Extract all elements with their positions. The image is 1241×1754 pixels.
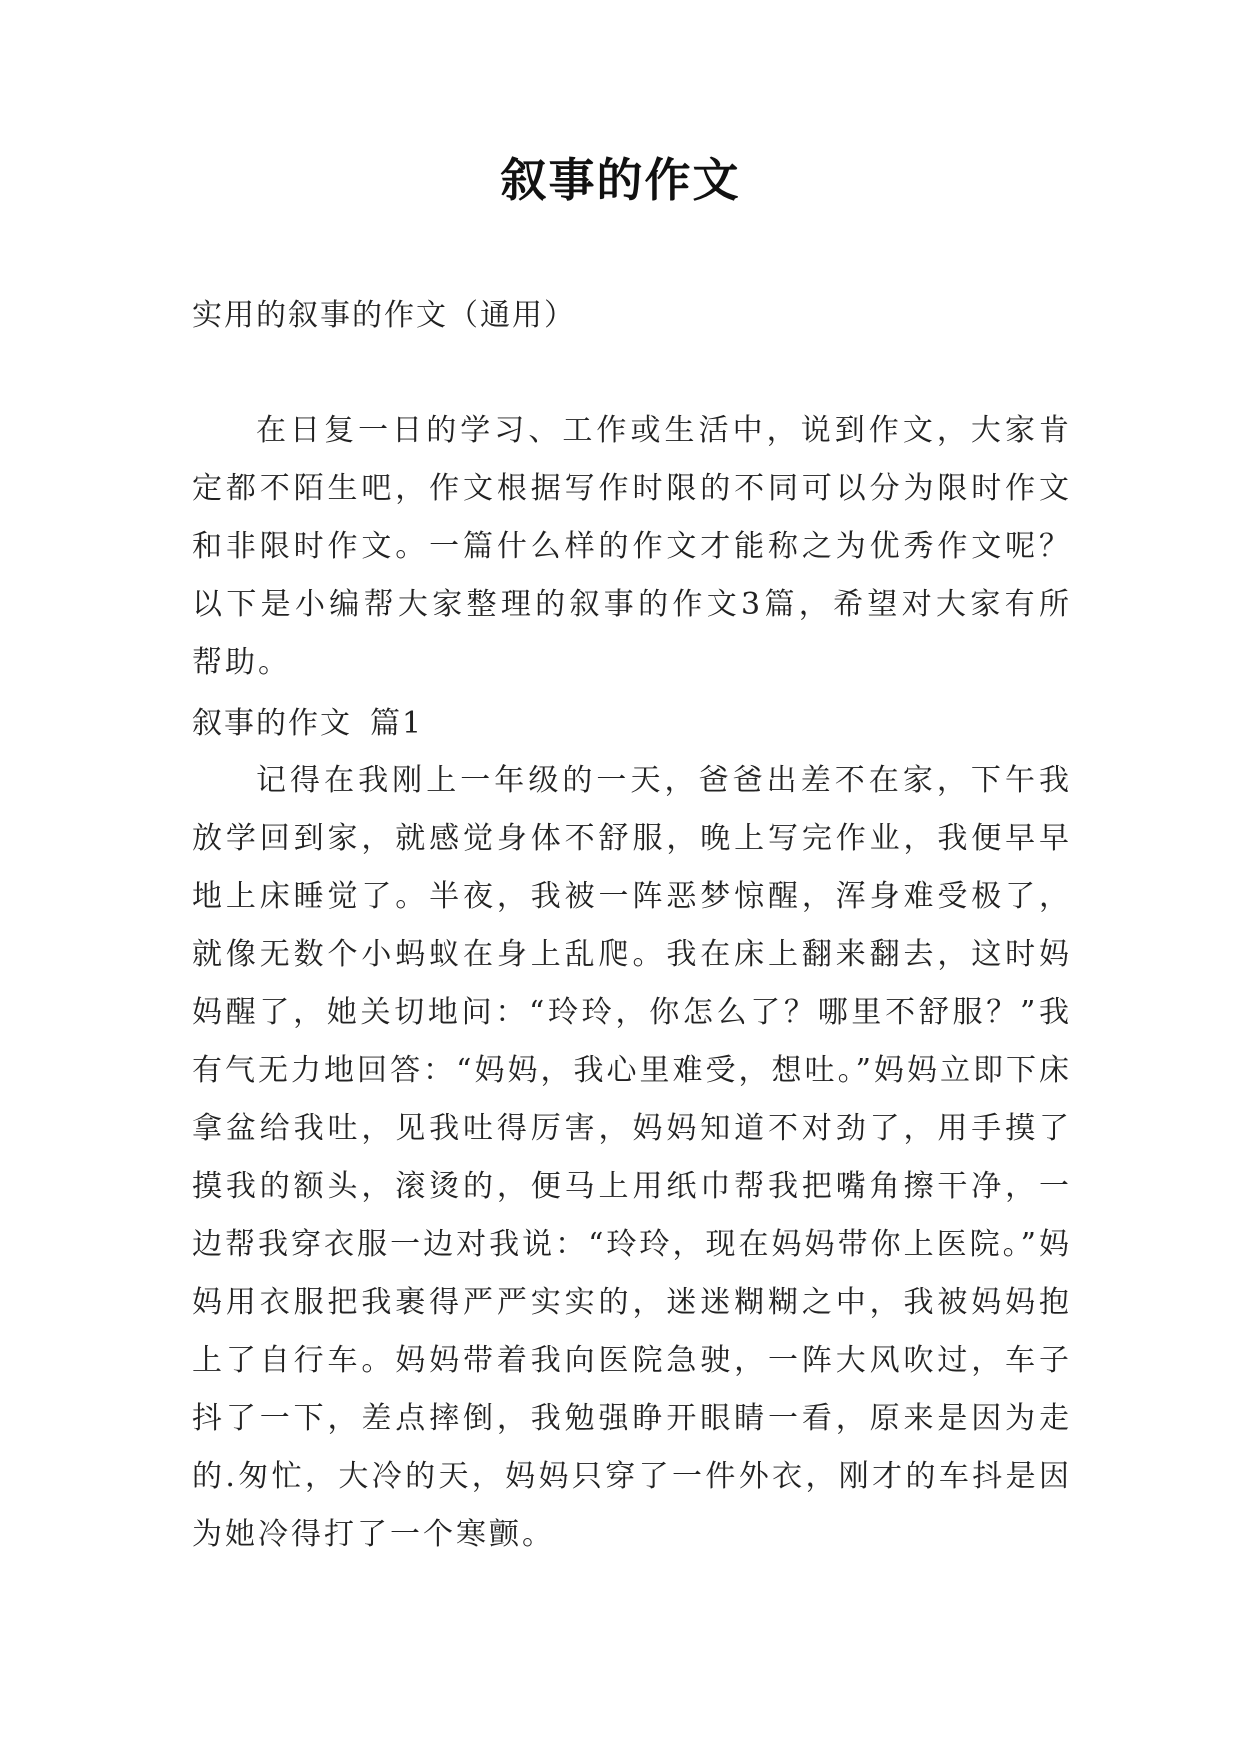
section-heading: [192, 700, 423, 748]
section-heading-number: 篇1: [370, 706, 424, 741]
section-heading-name: 叙事的作文: [192, 706, 352, 741]
document-title: 叙事的作文: [500, 153, 741, 207]
document-subtitle: 实用的叙事的作文（通用）: [192, 298, 576, 333]
intro-paragraph: 在日复一日的学习、工作或生活中，说到作文，大家肯定都不陌生吧，作文根据写作时限的不同可以分为限时作文和非限时作文。一篇什么样的作文才能称之为优秀作文呢？以下是小编帮大家整理的叙事的作文3篇，希望对大家有所帮助。: [192, 413, 1072, 680]
essay-paragraph: 记得在我刚上一年级的一天，爸爸出差不在家，下午我放学回到家，就感觉身体不舒服，晚上写完作业，我便早早地上床睡觉了。半夜，我被一阵恶梦惊醒，浑身难受极了，就像无数个小蚂蚁在身上乱爬。我在床上翻来翻去，这时妈妈醒了，她关切地问：“玲玲，你怎么了？哪里不舒服？”我有气无力地回答：“妈妈，我心里难受，想吐。”妈妈立即下床拿盆给我吐，见我吐得厉害，妈妈知道不对劲了，用手摸了摸我的额头，滚烫的，便马上用纸巾帮我把嘴角擦干净，一边帮我穿衣服一边对我说：“玲玲，现在妈妈带你上医院。”妈妈用衣服把我裹得严严实实的，迷迷糊糊之中，我被妈妈抱上了自行车。妈妈带着我向医院急驶，一阵大风吹过，车子抖了一下，差点摔倒，我勉强睁开眼睛一看，原来是因为走的.匆忙，大冷的天，妈妈只穿了一件外衣，刚才的车抖是因为她冷得打了一个寒颤。: [192, 763, 1072, 1552]
